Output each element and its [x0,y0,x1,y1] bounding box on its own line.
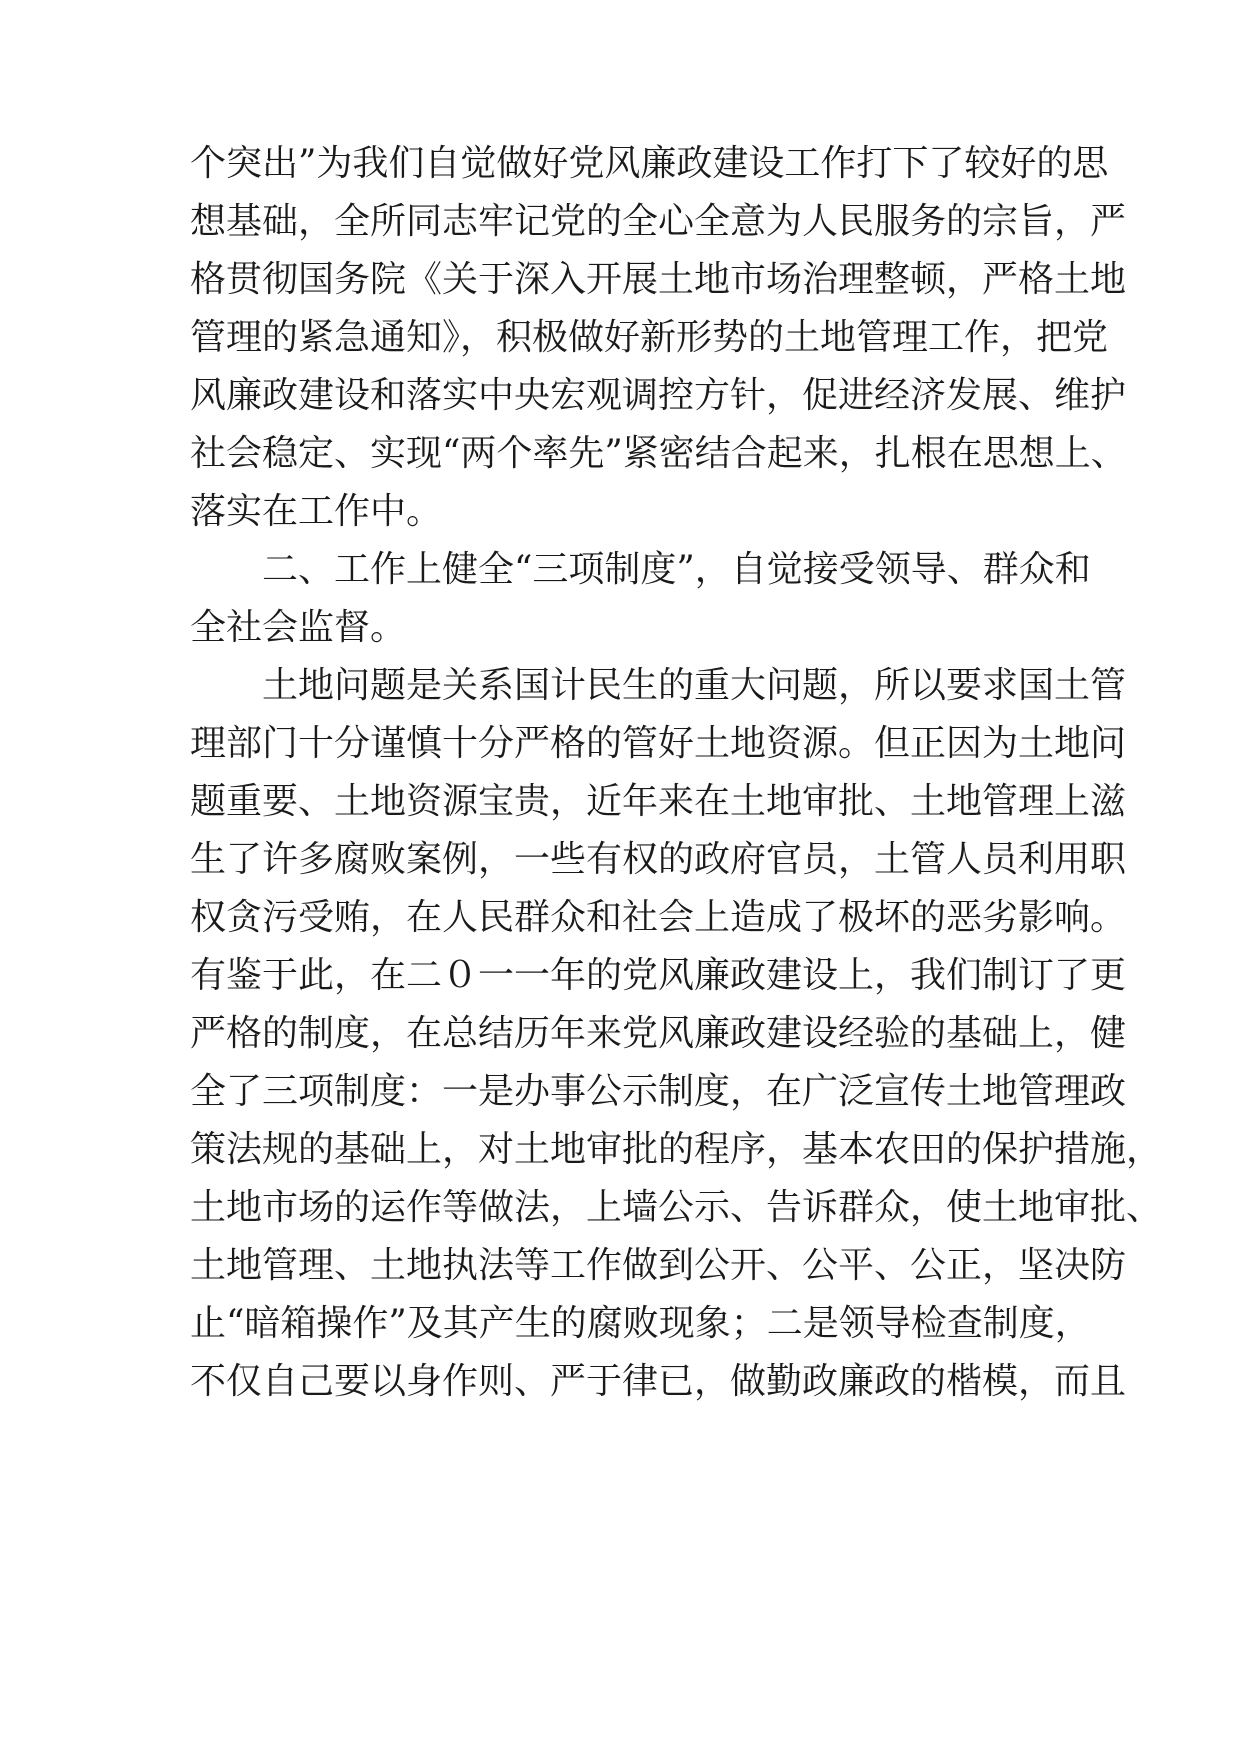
text-line: 止“暗箱操作”及其产生的腐败现象；二是领导检查制度， [190,1303,1091,1344]
text-line: 策法规的基础上，对土地审批的程序，基本农田的保护措施， [190,1129,1163,1170]
section-heading-line: 二、工作上健全“三项制度”，自觉接受领导、群众和 [262,549,1091,590]
text-line: 题重要、土地资源宝贵，近年来在土地审批、土地管理上滋 [190,781,1127,822]
text-line: 权贪污受贿，在人民群众和社会上造成了极坏的恶劣影响。 [190,897,1127,938]
text-line: 有鉴于此，在二０一一年的党风廉政建设上，我们制订了更 [190,955,1127,996]
text-line: 格贯彻国务院《关于深入开展土地市场治理整顿，严格土地 [190,259,1127,300]
text-line: 生了许多腐败案例，一些有权的政府官员，土管人员利用职 [190,839,1127,880]
text-line: 土地问题是关系国计民生的重大问题，所以要求国土管 [262,665,1127,706]
text-line: 严格的制度，在总结历年来党风廉政建设经验的基础上，健 [190,1013,1127,1054]
text-line: 土地管理、土地执法等工作做到公开、公平、公正，坚决防 [190,1245,1127,1286]
text-line: 管理的紧急通知》，积极做好新形势的土地管理工作，把党 [190,317,1109,358]
text-line: 社会稳定、实现“两个率先”紧密结合起来，扎根在思想上、 [190,433,1127,474]
text-line: 不仅自己要以身作则、严于律已，做勤政廉政的楷模，而且 [190,1361,1127,1402]
section-heading-line: 全社会监督。 [190,607,407,648]
text-line: 理部门十分谨慎十分严格的管好土地资源。但正因为土地问 [190,723,1127,764]
text-line: 个突出”为我们自觉做好党风廉政建设工作打下了较好的思 [190,143,1109,184]
text-line: 想基础，全所同志牢记党的全心全意为人民服务的宗旨，严 [190,201,1127,242]
text-line: 全了三项制度：一是办事公示制度，在广泛宣传土地管理政 [190,1071,1127,1112]
text-line: 风廉政建设和落实中央宏观调控方针，促进经济发展、维护 [190,375,1127,416]
text-line: 落实在工作中。 [190,491,443,532]
text-line: 土地市场的运作等做法，上墙公示、告诉群众，使土地审批、 [190,1187,1163,1228]
